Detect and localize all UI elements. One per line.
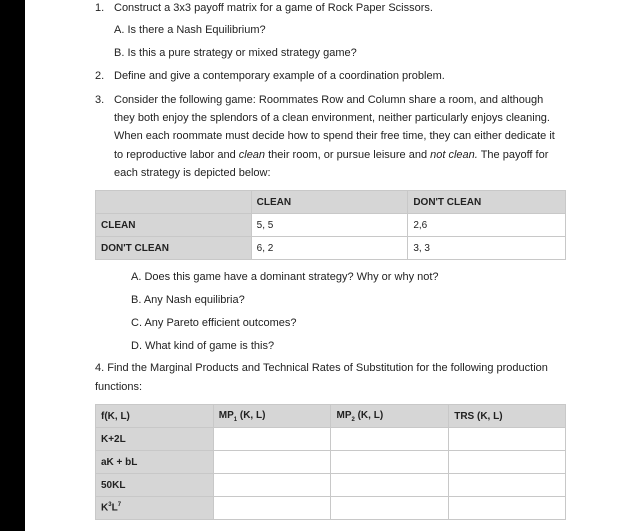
- document-page: [25, 0, 617, 531]
- q3-sub-b: B. Any Nash equilibria?: [131, 294, 245, 306]
- q4-line-2: functions:: [95, 381, 143, 393]
- payoff-table: [95, 190, 566, 260]
- q3-line-3: When each roommate must decide how to spend their free time, they can either dedicate it: [114, 130, 555, 142]
- answer-cell: [213, 451, 331, 474]
- answer-cell: [331, 451, 449, 474]
- payoff-row-label: CLEAN: [96, 214, 252, 237]
- payoff-table-header-row: [96, 191, 566, 214]
- q3-line-4-mid: their room, or pursue leisure and: [265, 149, 431, 161]
- q3-line-4-em-clean: clean: [238, 149, 266, 161]
- cobb-douglas-l: L: [111, 502, 118, 514]
- payoff-cell: 6, 2: [251, 237, 408, 260]
- q3-sub-d: D. What kind of game is this?: [131, 340, 275, 352]
- q3-line-4-post: The payoff for: [477, 149, 549, 161]
- production-header-function: f(K, L): [96, 405, 214, 428]
- answer-cell: [213, 474, 331, 497]
- production-table-header-row: [96, 405, 566, 428]
- q1-sub-b: B. Is this a pure strategy or mixed strategy game?: [114, 47, 357, 59]
- q2-text: Define and give a contemporary example of a coordination problem.: [114, 70, 445, 82]
- payoff-row-label: DON'T CLEAN: [96, 237, 252, 260]
- mp2-subscript: 2: [351, 416, 355, 423]
- q1-text: Construct a 3x3 payoff matrix for a game of Rock Paper Scissors.: [114, 2, 433, 14]
- mp1-label: MP: [218, 409, 234, 421]
- mp2-args: (K, L): [354, 409, 384, 421]
- answer-cell: [213, 428, 331, 451]
- table-row: [96, 214, 566, 237]
- q3-line-5: each strategy is depicted below:: [114, 167, 271, 179]
- answer-cell: [449, 451, 566, 474]
- cobb-douglas-k: K: [101, 502, 109, 514]
- table-row: [96, 474, 566, 497]
- payoff-cell: 2,6: [408, 214, 566, 237]
- mp2-label: MP: [336, 409, 352, 421]
- q3-sub-c: C. Any Pareto efficient outcomes?: [131, 317, 297, 329]
- q4-line-1: 4. Find the Marginal Products and Technical Rates of Substitution for the following production: [95, 362, 548, 374]
- q1-number: 1.: [95, 2, 105, 14]
- q3-line-4-em-not-clean: not clean.: [430, 149, 478, 161]
- q3-number: 3.: [95, 94, 105, 106]
- answer-cell: [449, 474, 566, 497]
- answer-cell: [331, 428, 449, 451]
- answer-cell: [331, 497, 449, 520]
- table-row: [96, 428, 566, 451]
- table-row: [96, 451, 566, 474]
- table-row: [96, 497, 566, 520]
- q3-sub-a: A. Does this game have a dominant strategy? Why or why not?: [131, 271, 439, 283]
- table-row: [96, 237, 566, 260]
- production-function-label: 50KL: [96, 474, 214, 497]
- cobb-douglas-k-exponent: 3: [108, 502, 112, 509]
- answer-cell: [213, 497, 331, 520]
- production-function-label: aK + bL: [96, 451, 214, 474]
- answer-cell: [331, 474, 449, 497]
- production-function-label: [96, 497, 214, 520]
- cobb-douglas-l-exponent: 7: [117, 502, 122, 509]
- mp1-subscript: 1: [233, 416, 238, 423]
- mp1-args: (K, L): [237, 409, 266, 421]
- q3-line-4: [114, 148, 548, 162]
- production-table: [95, 404, 566, 520]
- payoff-header-empty: [96, 191, 252, 214]
- production-header-mp1: [213, 405, 331, 428]
- q1-sub-a: A. Is there a Nash Equilibrium?: [114, 24, 266, 36]
- payoff-header-clean: CLEAN: [251, 191, 408, 214]
- answer-cell: [449, 497, 566, 520]
- production-function-label: K+2L: [96, 428, 214, 451]
- q2-number: 2.: [95, 70, 105, 82]
- payoff-cell: 3, 3: [408, 237, 566, 260]
- q3-line-2: they both enjoy the splendors of a clean environment, neither particularly enjoys cleaning.: [114, 112, 550, 124]
- production-header-mp2: [331, 405, 449, 428]
- payoff-header-dont-clean: DON'T CLEAN: [408, 191, 566, 214]
- answer-cell: [449, 428, 566, 451]
- payoff-cell: 5, 5: [251, 214, 408, 237]
- q3-line-1: Consider the following game: Roommates Row and Column share a room, and although: [114, 94, 544, 106]
- q3-line-4-pre: to reproductive labor and: [114, 149, 239, 161]
- production-header-trs: TRS (K, L): [449, 405, 566, 428]
